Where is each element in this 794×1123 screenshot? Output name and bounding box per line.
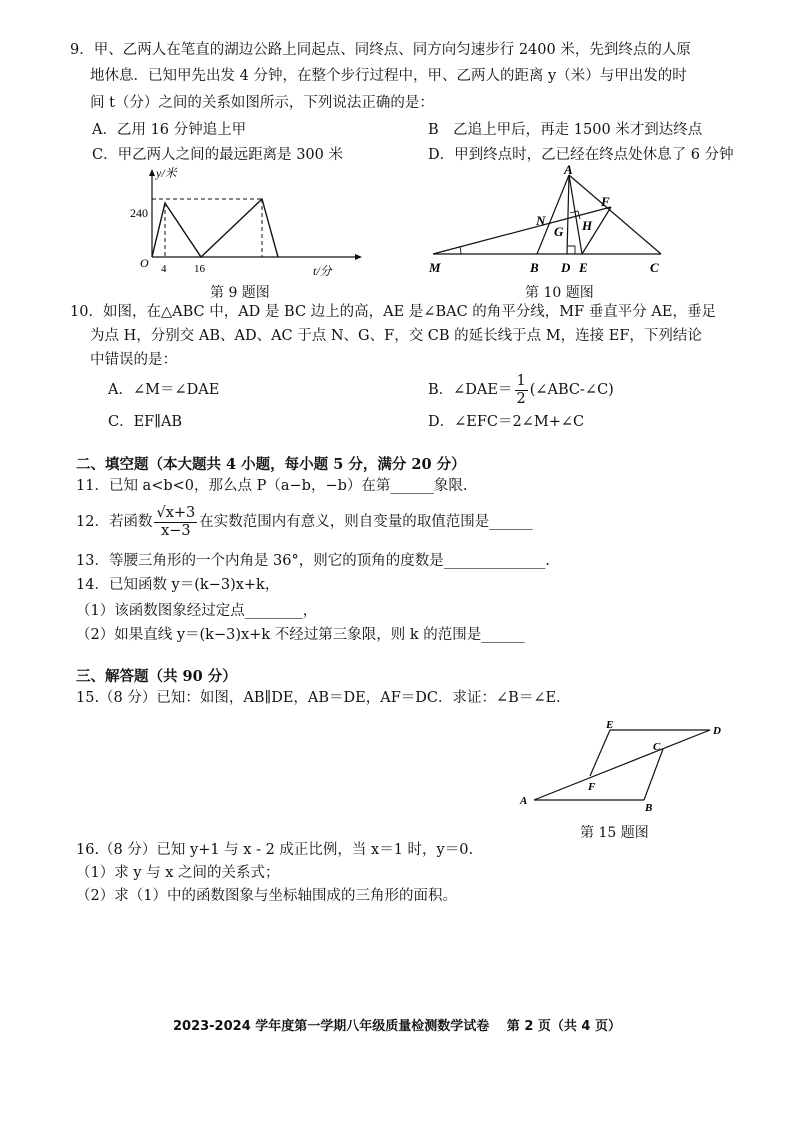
section3-heading: 三、解答题（共 90 分） bbox=[76, 668, 237, 685]
q9-option-c: C．甲乙两人之间的最远距离是 300 米 bbox=[92, 147, 343, 163]
q10-label-c: C bbox=[650, 260, 659, 275]
q10-label-h: H bbox=[582, 218, 593, 233]
q14-part1: （1）该函数图象经过定点________， bbox=[76, 603, 318, 619]
q12-prefix: 12．若函数 bbox=[76, 514, 153, 530]
q12-denominator: x−3 bbox=[161, 522, 191, 539]
q10-label-d: D bbox=[561, 260, 571, 275]
q9-graph-y240: 240 bbox=[130, 206, 148, 220]
q12-fraction bbox=[154, 505, 197, 540]
q9-line3: 间 t（分）之间的关系如图所示，下列说法正确的是： bbox=[90, 95, 434, 111]
q9-graph-xlabel: t/分 bbox=[313, 264, 332, 278]
q16-part1: （1）求 y 与 x 之间的关系式； bbox=[76, 865, 280, 881]
q10-line2: 为点 H，分别交 AB、AD、AC 于点 N、G、F，交 CB 的延长线于点 M，连接 EF，下列结论 bbox=[90, 328, 702, 344]
q10-label-e: E bbox=[579, 260, 588, 275]
q15-label-b: B bbox=[645, 802, 653, 814]
q10-option-a: A．∠M＝∠DAE bbox=[108, 382, 220, 398]
q13: 13．等腰三角形的一个内角是 36°，则它的顶角的度数是______________. bbox=[76, 553, 550, 569]
q9-graph-x16: 16 bbox=[194, 263, 205, 275]
q15: 15.（8 分）已知：如图，AB∥DE，AB＝DE，AF＝DC．求证：∠B＝∠E． bbox=[76, 690, 571, 706]
q10-option-b-fraction bbox=[515, 373, 528, 408]
q10-label-n: N bbox=[536, 213, 546, 228]
q9-figure-caption: 第 9 题图 bbox=[210, 285, 270, 301]
q14-part2: （2）如果直线 y＝(k−3)x+k 不经过第三象限，则 k 的范围是______ bbox=[76, 627, 525, 643]
q10-option-b-denominator: 2 bbox=[516, 390, 526, 407]
q12-numerator: √x+3 bbox=[156, 504, 196, 521]
q9-graph bbox=[130, 165, 370, 280]
q10-option-c: C．EF∥AB bbox=[108, 414, 183, 430]
q12 bbox=[76, 500, 533, 544]
q10-label-g: G bbox=[554, 224, 564, 239]
q9-line1: 9．甲、乙两人在笔直的湖边公路上同起点、同终点、同方向匀速步行 2400 米，先到终点的人原 bbox=[70, 42, 691, 58]
q10-option-b-numerator: 1 bbox=[516, 372, 526, 389]
q10-option-d: D．∠EFC＝2∠M+∠C bbox=[428, 414, 585, 430]
q14-main: 14．已知函数 y＝(k−3)x+k， bbox=[76, 577, 280, 593]
q15-label-e: E bbox=[606, 719, 614, 731]
q10-label-a: A bbox=[564, 162, 573, 177]
q10-figure-caption: 第 10 题图 bbox=[525, 285, 594, 301]
q9-line2: 地休息．已知甲先出发 4 分钟，在整个步行过程中，甲、乙两人的距离 y（米）与甲出发的时 bbox=[90, 68, 687, 84]
q9-graph-ylabel: y/米 bbox=[156, 166, 177, 180]
q15-figure-caption: 第 15 题图 bbox=[580, 825, 649, 841]
page-footer: 2023-2024 学年度第一学期八年级质量检测数学试卷 第 2 页（共 4 页） bbox=[172, 1019, 621, 1034]
q10-line1: 10．如图，在△ABC 中，AD 是 BC 边上的高，AE 是∠BAC 的角平分线，MF 垂直平分 AE，垂足 bbox=[70, 304, 716, 320]
q15-label-d: D bbox=[713, 725, 721, 737]
q15-label-c: C bbox=[653, 741, 661, 753]
q9-option-d: D．甲到终点时，乙已经在终点处休息了 6 分钟 bbox=[428, 147, 734, 163]
q12-suffix: 在实数范围内有意义，则自变量的取值范围是______ bbox=[199, 514, 533, 530]
q9-graph-x4: 4 bbox=[161, 263, 167, 275]
q10-label-f: F bbox=[601, 194, 610, 209]
q16: 16.（8 分）已知 y+1 与 x - 2 成正比例，当 x＝1 时，y＝0. bbox=[76, 842, 474, 858]
q10-option-b bbox=[428, 368, 614, 412]
q11: 11．已知 a<b<0，那么点 P（a−b，−b）在第______象限. bbox=[76, 478, 468, 494]
q15-figure bbox=[512, 718, 734, 818]
q10-option-b-prefix: B．∠DAE＝ bbox=[428, 382, 513, 398]
q9-graph-origin: O bbox=[140, 256, 149, 270]
section2-heading: 二、填空题（本大题共 4 小题，每小题 5 分，满分 20 分） bbox=[76, 456, 466, 473]
q10-label-m: M bbox=[429, 260, 441, 275]
q10-label-b: B bbox=[530, 260, 539, 275]
q9-option-a: A．乙用 16 分钟追上甲 bbox=[92, 122, 247, 138]
q16-part2: （2）求（1）中的函数图象与坐标轴围成的三角形的面积。 bbox=[76, 888, 457, 904]
q9-option-b: B 乙追上甲后，再走 1500 米才到达终点 bbox=[428, 122, 703, 138]
q15-label-f: F bbox=[588, 781, 596, 793]
q10-line3: 中错误的是： bbox=[90, 352, 177, 368]
q15-label-a: A bbox=[520, 795, 528, 807]
q10-option-b-suffix: (∠ABC-∠C) bbox=[529, 382, 614, 398]
q10-figure bbox=[425, 162, 675, 280]
